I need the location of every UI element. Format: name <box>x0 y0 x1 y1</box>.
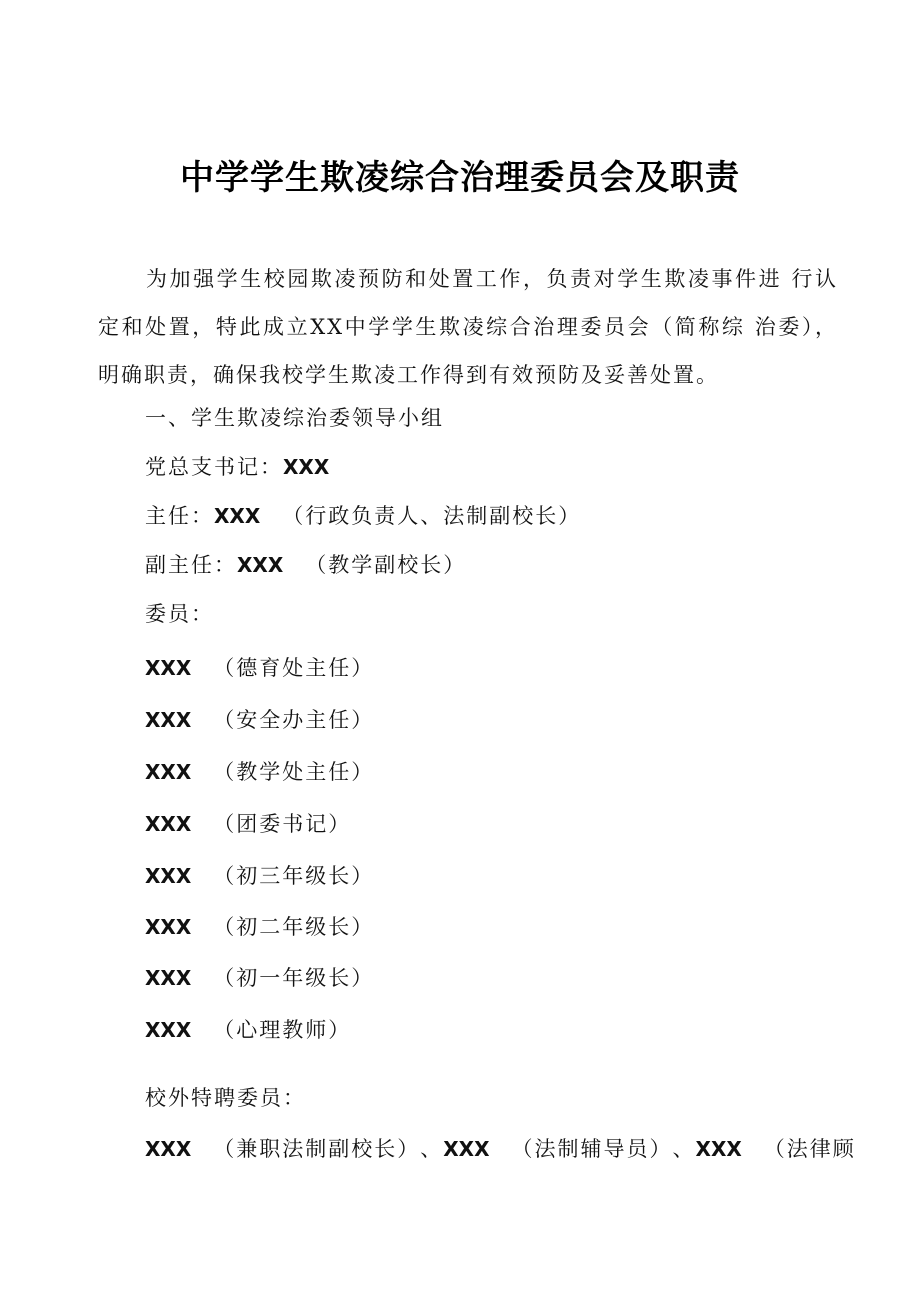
intro-paragraph: 为加强学生校园欺凌预防和处置工作，负责对学生欺凌事件进 行认定和处置，特此成立XX中学学生欺凌综合治理委员会（简称综 治委），明确职责，确保我校学生欺凌工作得到有效预防及妥善处置。 <box>98 267 838 387</box>
member-line <box>145 962 374 992</box>
member-name: XXX <box>145 656 192 680</box>
director-name: XXX <box>214 504 261 528</box>
director-label: 主任： <box>145 504 214 528</box>
member-role: （心理教师） <box>213 1018 352 1042</box>
party-secretary-label: 党总支书记： <box>145 455 283 479</box>
external-member-name: XXX <box>145 1137 192 1161</box>
deputy-director-role: （教学副校长） <box>305 553 467 577</box>
member-line <box>145 911 374 941</box>
member-name: XXX <box>145 864 192 888</box>
party-secretary-line <box>145 451 329 481</box>
member-role: （德育处主任） <box>213 656 375 680</box>
member-role: （安全办主任） <box>213 708 375 732</box>
member-line <box>145 808 351 838</box>
members-label: 委员： <box>145 602 214 626</box>
document-title: 中学学生欺凌综合治理委员会及职责 <box>180 158 740 198</box>
member-name: XXX <box>145 708 192 732</box>
member-name: XXX <box>145 1018 192 1042</box>
member-role: （教学处主任） <box>213 760 375 784</box>
director-role: （行政负责人、法制副校长） <box>282 504 582 528</box>
member-role: （初三年级长） <box>213 864 375 888</box>
member-name: XXX <box>145 812 192 836</box>
party-secretary-name: XXX <box>283 455 330 479</box>
external-member-role: （兼职法制副校长） <box>213 1137 421 1161</box>
external-members-line <box>145 1133 856 1163</box>
external-member-name: XXX <box>443 1137 490 1161</box>
member-name: XXX <box>145 915 192 939</box>
external-members-label: 校外特聘委员： <box>145 1086 306 1110</box>
member-role: （初一年级长） <box>213 966 375 990</box>
member-role: （初二年级长） <box>213 915 375 939</box>
member-line <box>145 860 374 890</box>
member-line <box>145 1014 351 1044</box>
member-line <box>145 652 374 682</box>
deputy-director-line <box>145 549 466 579</box>
member-line <box>145 756 374 786</box>
member-name: XXX <box>145 760 192 784</box>
member-role: （团委书记） <box>213 812 352 836</box>
deputy-director-name: XXX <box>237 553 284 577</box>
external-member-name: XXX <box>695 1137 742 1161</box>
external-member-role: （法制辅导员） <box>511 1137 673 1161</box>
separator: 、 <box>420 1137 444 1161</box>
member-line <box>145 704 374 734</box>
section-heading: 一、学生欺凌综治委领导小组 <box>145 406 444 430</box>
external-member-role: （法律顾 <box>763 1137 856 1161</box>
member-name: XXX <box>145 966 192 990</box>
separator: 、 <box>672 1137 696 1161</box>
director-line <box>145 500 581 530</box>
deputy-director-label: 副主任： <box>145 553 237 577</box>
